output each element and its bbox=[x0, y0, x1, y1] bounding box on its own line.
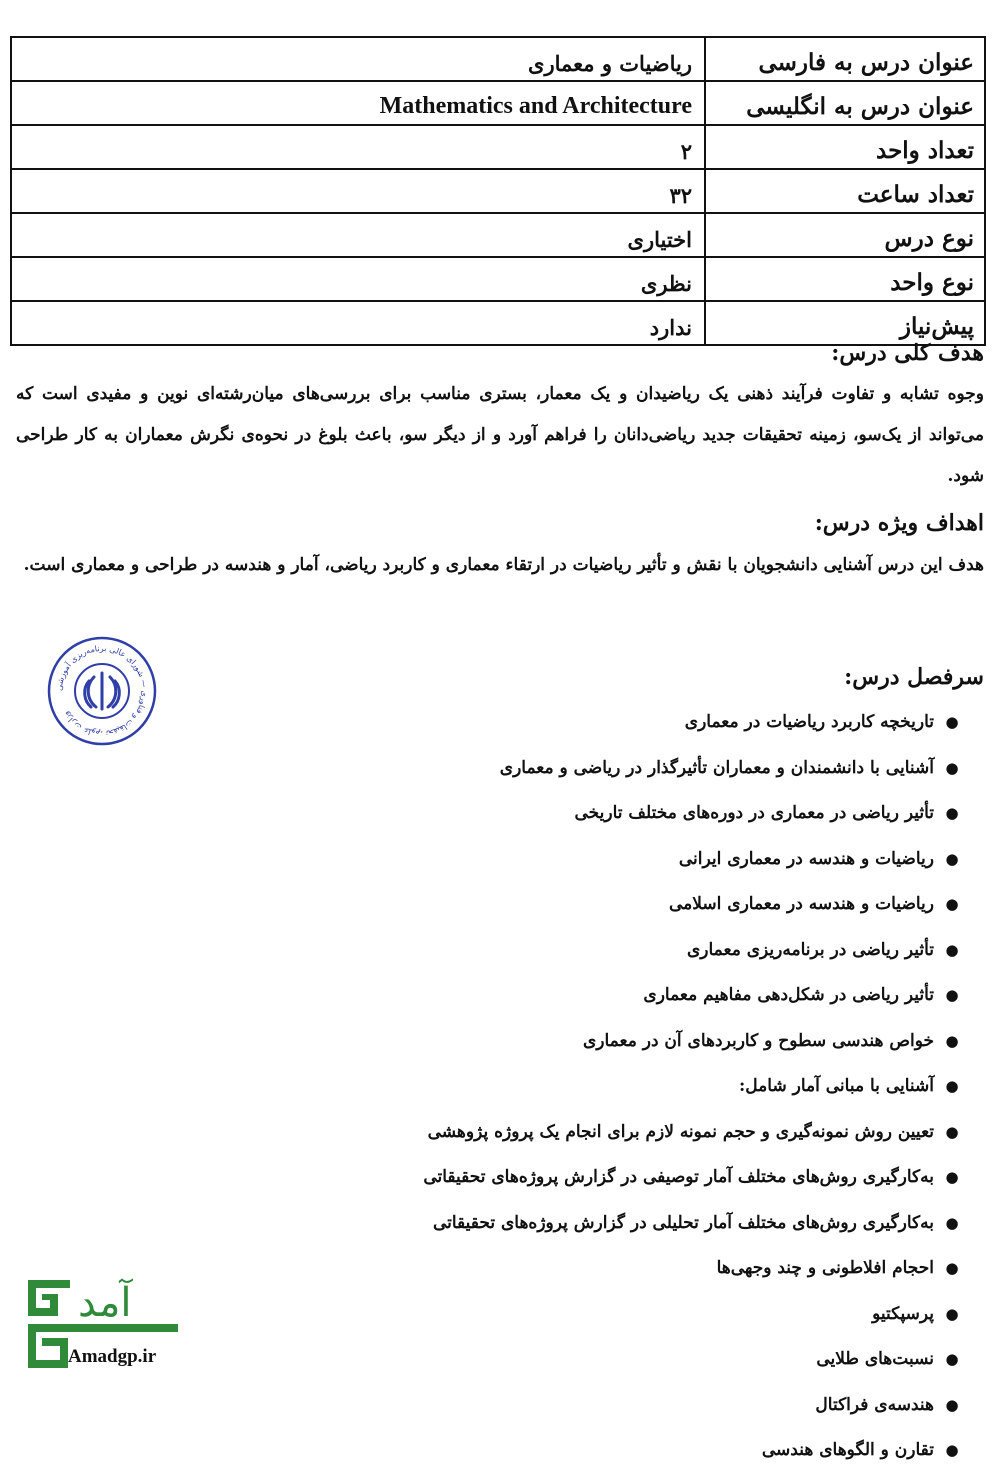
row-value: ۳۲ bbox=[11, 169, 705, 213]
bullet-icon: ● bbox=[945, 895, 959, 913]
bullet-icon: ● bbox=[945, 713, 959, 731]
bullet-icon: ● bbox=[945, 758, 959, 777]
list-item: ●ریاضیات و هندسه در معماری ایرانی bbox=[250, 837, 970, 883]
list-item: ●آشنایی با مبانی آمار شامل: bbox=[250, 1064, 970, 1110]
list-item: ●هندسه‌ی فراکتال bbox=[250, 1383, 970, 1429]
bullet-icon: ● bbox=[945, 1077, 959, 1095]
bullet-icon: ● bbox=[945, 1304, 959, 1323]
list-item: ●تأثیر ریاضی در برنامه‌ریزی معماری bbox=[250, 928, 970, 974]
list-item: ●نسبت‌های طلایی bbox=[250, 1337, 970, 1383]
bullet-icon: ● bbox=[945, 804, 959, 822]
specific-goals-heading: اهداف ویژه درس: bbox=[814, 510, 984, 536]
list-item: ●به‌کارگیری روش‌های مختلف آمار تحلیلی در گزارش پروژه‌های تحقیقاتی bbox=[250, 1201, 970, 1247]
table-row bbox=[11, 125, 985, 169]
row-value: ریاضیات و معماری bbox=[11, 37, 705, 81]
bullet-icon: ● bbox=[945, 940, 959, 959]
list-item: ●تقارن و الگوهای هندسی bbox=[250, 1428, 970, 1474]
row-label: عنوان درس به فارسی bbox=[705, 37, 985, 81]
list-item: ●ریاضیات و هندسه در معماری اسلامی bbox=[250, 882, 970, 928]
row-label: نوع درس bbox=[705, 213, 985, 257]
ministry-seal-icon bbox=[46, 635, 158, 747]
general-goal-heading: هدف کلی درس: bbox=[831, 340, 984, 366]
specific-goals-text: هدف این درس آشنایی دانشجویان با نقش و تأثیر ریاضیات در ارتقاء معماری و کاربرد ریاضی، آمار و هندسه در طراحی و معماری است. bbox=[23, 555, 984, 575]
row-label: پیش‌نیاز bbox=[705, 301, 985, 345]
bullet-icon: ● bbox=[945, 1259, 959, 1277]
course-info-table bbox=[10, 36, 986, 346]
bullet-icon: ● bbox=[945, 1168, 959, 1186]
table-row bbox=[11, 213, 985, 257]
list-item: ●تأثیر ریاضی در شکل‌دهی مفاهیم معماری bbox=[250, 973, 970, 1019]
list-item: ●پرسپکتیو bbox=[250, 1292, 970, 1338]
table-row bbox=[11, 301, 985, 345]
row-value: Mathematics and Architecture bbox=[11, 81, 705, 125]
general-goal-text: وجوه تشابه و تفاوت فرآیند ذهنی یک ریاضیدان و یک معمار، بستری مناسب برای بررسی‌های میان‌رشته‌ای نوین و مفیدی است که می‌تواند از یک‌سو، زمینه تحقیقات جدید ریاضی‌دانان را فراهم آورد و از دیگر سو، باعث بلوغ در نحوه‌ی نگرش معماران به کار طراحی شود. bbox=[16, 384, 984, 486]
table-row bbox=[11, 169, 985, 213]
list-item: ●تعیین روش نمونه‌گیری و حجم نمونه لازم برای انجام یک پروژه پژوهشی bbox=[250, 1110, 970, 1156]
syllabus-list bbox=[250, 700, 970, 1474]
bullet-icon: ● bbox=[945, 986, 959, 1004]
bullet-icon: ● bbox=[945, 849, 959, 868]
table-row bbox=[11, 257, 985, 301]
bullet-icon: ● bbox=[945, 1350, 959, 1368]
list-item: ●احجام افلاطونی و چند وجهی‌ها bbox=[250, 1246, 970, 1292]
row-label: تعداد ساعت bbox=[705, 169, 985, 213]
row-label: نوع واحد bbox=[705, 257, 985, 301]
svg-text:آمد: آمد bbox=[78, 1280, 132, 1326]
bullet-icon: ● bbox=[945, 1395, 959, 1414]
row-value: نظری bbox=[11, 257, 705, 301]
row-value: اختیاری bbox=[11, 213, 705, 257]
bullet-icon: ● bbox=[945, 1213, 959, 1232]
syllabus-heading: سرفصل درس: bbox=[844, 664, 984, 690]
list-item: ●تأثیر ریاضی در معماری در دوره‌های مختلف تاریخی bbox=[250, 791, 970, 837]
bullet-icon: ● bbox=[945, 1031, 959, 1050]
row-value: ندارد bbox=[11, 301, 705, 345]
list-item: ●تاریخچه کاربرد ریاضیات در معماری bbox=[250, 700, 970, 746]
list-item: ●به‌کارگیری روش‌های مختلف آمار توصیفی در گزارش پروژه‌های تحقیقاتی bbox=[250, 1155, 970, 1201]
bullet-icon: ● bbox=[945, 1122, 959, 1141]
logo-text: Amadgp.ir bbox=[68, 1346, 157, 1367]
list-item: ●آشنایی با دانشمندان و معماران تأثیرگذار در ریاضی و معماری bbox=[250, 746, 970, 792]
row-value: ۲ bbox=[11, 125, 705, 169]
row-label: عنوان درس به انگلیسی bbox=[705, 81, 985, 125]
svg-text:وزارت علوم، تحقیقات و فناوری —: وزارت علوم، تحقیقات و فناوری — شورای عالی برنامه‌ریزی آموزشی bbox=[54, 643, 150, 739]
row-label: تعداد واحد bbox=[705, 125, 985, 169]
table-row bbox=[11, 81, 985, 125]
list-item: ●خواص هندسی سطوح و کاربردهای آن در معماری bbox=[250, 1019, 970, 1065]
bullet-icon: ● bbox=[945, 1441, 959, 1459]
table-row bbox=[11, 37, 985, 81]
